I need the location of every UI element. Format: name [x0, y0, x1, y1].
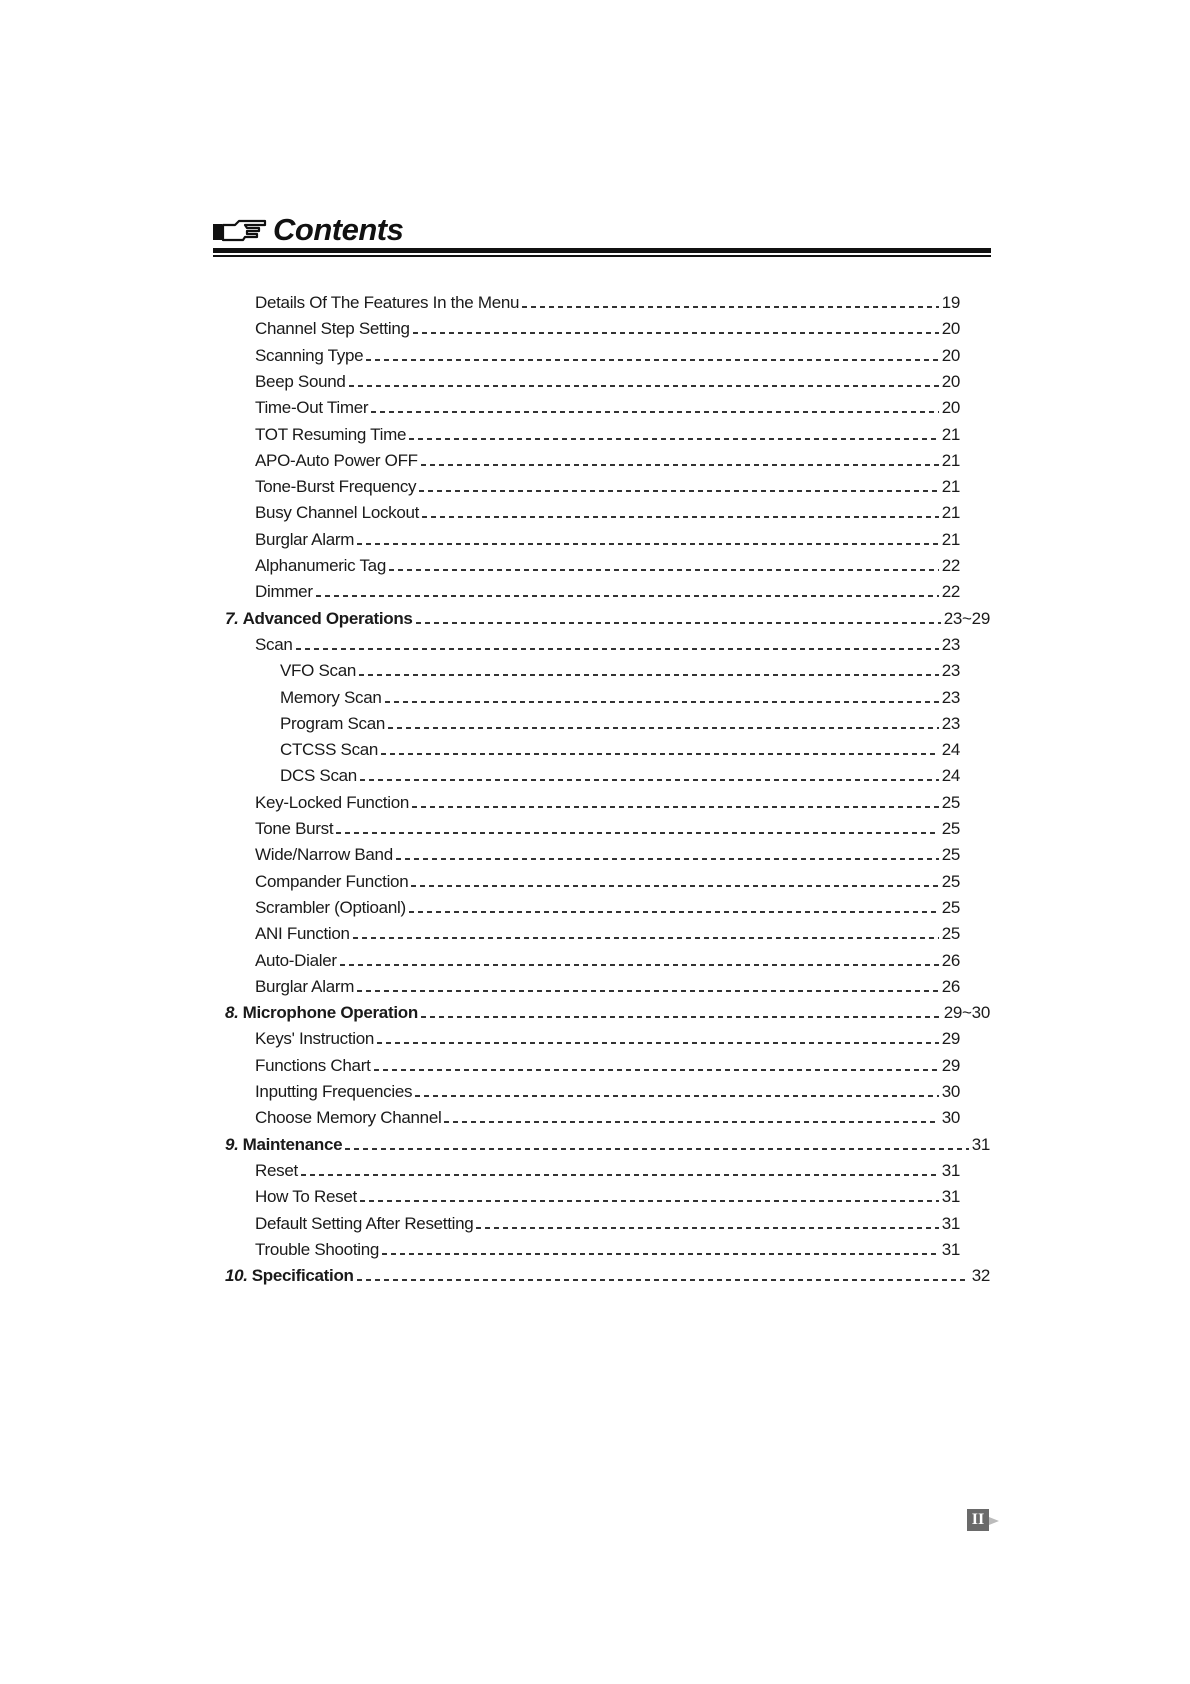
toc-entry-label [255, 581, 313, 603]
toc-page-number: 25 [941, 845, 960, 864]
toc-page-number: 22 [941, 582, 960, 601]
toc-entry-row[interactable] [255, 814, 960, 840]
toc-entry-label [255, 1055, 371, 1077]
toc-chapter-row[interactable] [225, 1261, 990, 1287]
toc-entry-row[interactable] [255, 867, 960, 893]
toc-page-number: 31 [971, 1135, 990, 1154]
toc-dot-leader [476, 1227, 938, 1229]
toc-entry-text: Tone-Burst Frequency [255, 477, 417, 496]
toc-dot-leader [409, 911, 939, 913]
toc-dot-leader [377, 1042, 939, 1044]
toc-dot-leader [396, 858, 939, 860]
toc-entry-row[interactable] [280, 735, 960, 761]
toc-entry-row[interactable] [255, 1209, 960, 1235]
toc-entry-label [255, 345, 363, 367]
toc-entry-text: Tone Burst [255, 819, 334, 838]
toc-dot-leader [411, 885, 938, 887]
toc-dot-leader [366, 359, 938, 361]
toc-entry-row[interactable] [255, 472, 960, 498]
toc-page-number: 20 [941, 398, 960, 417]
toc-entry-row[interactable] [255, 288, 960, 314]
toc-entry-text: Burglar Alarm [255, 977, 355, 996]
toc-entry-row[interactable] [255, 498, 960, 524]
toc-page-number: 23 [941, 635, 960, 654]
toc-dot-leader [301, 1174, 939, 1176]
toc-entry-text: Inputting Frequencies [255, 1082, 413, 1101]
toc-dot-leader [345, 1148, 968, 1150]
toc-entry-text: Default Setting After Resetting [255, 1214, 474, 1233]
toc-entry-label [255, 1081, 412, 1103]
toc-entry-label [255, 1107, 441, 1129]
toc-page-number: 26 [941, 951, 960, 970]
pointing-hand-icon [213, 216, 269, 244]
toc-entry-row[interactable] [255, 946, 960, 972]
toc-dot-leader [353, 937, 939, 939]
toc-entry-text: Channel Step Setting [255, 319, 410, 338]
toc-dot-leader [522, 306, 939, 308]
toc-entry-label [255, 424, 406, 446]
toc-entry-row[interactable] [255, 314, 960, 340]
toc-dot-leader [360, 1200, 939, 1202]
toc-entry-label [225, 608, 413, 630]
toc-page-number: 25 [941, 793, 960, 812]
toc-page-number: 30 [941, 1082, 960, 1101]
toc-page-number: 32 [971, 1266, 990, 1285]
toc-entry-label [255, 1160, 298, 1182]
toc-entry-row[interactable] [255, 367, 960, 393]
toc-entry-row[interactable] [255, 788, 960, 814]
toc-page-number: 25 [941, 924, 960, 943]
toc-entry-label [255, 976, 354, 998]
toc-page-number: 25 [941, 819, 960, 838]
toc-entry-label [255, 397, 368, 419]
toc-entry-text: Trouble Shooting [255, 1240, 380, 1259]
toc-entry-label [255, 950, 337, 972]
toc-page-number: 20 [941, 346, 960, 365]
toc-entry-row[interactable] [255, 972, 960, 998]
toc-entry-label [255, 371, 346, 393]
toc-entry-label [255, 1239, 379, 1261]
toc-entry-label [225, 1134, 342, 1156]
toc-page-number: 31 [941, 1240, 960, 1259]
toc-page-number: 21 [941, 477, 960, 496]
toc-dot-leader [409, 438, 939, 440]
toc-dot-leader [349, 385, 939, 387]
toc-chapter-row[interactable] [225, 604, 990, 630]
toc-entry-row[interactable] [255, 420, 960, 446]
toc-entry-text: Keys' Instruction [255, 1029, 375, 1048]
toc-dot-leader [296, 648, 939, 650]
toc-entry-label [255, 1186, 357, 1208]
toc-entry-text: How To Reset [255, 1187, 357, 1206]
toc-dot-leader [357, 543, 939, 545]
toc-dot-leader [388, 727, 939, 729]
toc-entry-row[interactable] [255, 893, 960, 919]
toc-entry-label [225, 1265, 354, 1287]
toc-entry-label [255, 450, 418, 472]
toc-entry-label [255, 555, 386, 577]
toc-entry-label [280, 660, 356, 682]
toc-page-number: 22 [941, 556, 960, 575]
toc-entry-text: Dimmer [255, 582, 313, 601]
toc-entry-text: VFO Scan [280, 661, 357, 680]
toc-page-number: 21 [941, 451, 960, 470]
toc-dot-leader [381, 753, 939, 755]
toc-dot-leader [336, 832, 938, 834]
toc-dot-leader [371, 411, 938, 413]
toc-dot-leader [415, 1095, 938, 1097]
toc-entry-row[interactable] [255, 1182, 960, 1208]
toc-entry-text: Details Of The Features In the Menu [255, 293, 520, 312]
toc-dot-leader [389, 569, 939, 571]
toc-entry-label [255, 792, 409, 814]
toc-dot-leader [359, 674, 939, 676]
toc-page-number: 21 [941, 425, 960, 444]
toc-entry-label [255, 844, 393, 866]
toc-page-number: 31 [941, 1214, 960, 1233]
toc-entry-text: Microphone Operation [242, 1003, 418, 1022]
toc-entry-row[interactable] [280, 761, 960, 787]
toc-entry-text: Memory Scan [280, 688, 382, 707]
toc-dot-leader [374, 1069, 939, 1071]
toc-chapter-number: 8. [225, 1003, 239, 1022]
toc-page-number: 23 [941, 688, 960, 707]
toc-dot-leader [421, 1016, 941, 1018]
toc-entry-row[interactable] [255, 1156, 960, 1182]
toc-entry-label [280, 765, 357, 787]
toc-entry-label [255, 476, 416, 498]
toc-page-number: 21 [941, 530, 960, 549]
toc-entry-label [255, 502, 419, 524]
toc-dot-leader [413, 332, 939, 334]
toc-entry-label [255, 818, 333, 840]
toc-entry-text: Scrambler (Optioanl) [255, 898, 406, 917]
toc-entry-row[interactable] [255, 577, 960, 603]
toc-entry-text: Functions Chart [255, 1056, 371, 1075]
toc-entry-row[interactable] [255, 341, 960, 367]
toc-dot-leader [382, 1253, 939, 1255]
toc-chapter-number: 10. [225, 1266, 248, 1285]
toc-entry-row[interactable] [280, 656, 960, 682]
toc-chapter-row[interactable] [225, 1130, 990, 1156]
toc-entry-text: Busy Channel Lockout [255, 503, 420, 522]
toc-dot-leader [340, 964, 939, 966]
toc-page-number: 29~30 [943, 1003, 990, 1022]
toc-entry-row[interactable] [255, 1235, 960, 1261]
toc-entry-row[interactable] [255, 1024, 960, 1050]
toc-dot-leader [360, 779, 939, 781]
toc-dot-leader [444, 1121, 938, 1123]
contents-header [213, 210, 991, 258]
toc-entry-label [225, 1002, 418, 1024]
toc-entry-row[interactable] [255, 1051, 960, 1077]
toc-page-number: 29 [941, 1029, 960, 1048]
page-number: II [967, 1509, 989, 1531]
toc-dot-leader [385, 701, 939, 703]
toc-entry-label [255, 1028, 374, 1050]
page-number-marker [967, 1509, 1007, 1533]
toc-entry-text: Specification [251, 1266, 354, 1285]
toc-entry-label [255, 318, 410, 340]
toc-chapter-number: 9. [225, 1135, 239, 1154]
toc-page-number: 19 [941, 293, 960, 312]
toc-page-number: 29 [941, 1056, 960, 1075]
toc-entry-text: Scanning Type [255, 346, 364, 365]
toc-page-number: 23 [941, 661, 960, 680]
toc-entry-row[interactable] [280, 683, 960, 709]
toc-entry-label [255, 871, 408, 893]
toc-entry-text: APO-Auto Power OFF [255, 451, 418, 470]
header-rule-thick [213, 248, 991, 253]
toc-entry-label [255, 292, 519, 314]
toc-entry-label [280, 713, 385, 735]
toc-dot-leader [422, 516, 939, 518]
toc-entry-row[interactable] [255, 393, 960, 419]
toc-chapter-number: 7. [225, 609, 239, 628]
toc-entry-row[interactable] [255, 919, 960, 945]
toc-chapter-row[interactable] [225, 998, 990, 1024]
toc-entry-row[interactable] [255, 630, 960, 656]
toc-entry-row[interactable] [255, 1077, 960, 1103]
toc-entry-row[interactable] [255, 840, 960, 866]
toc-entry-label [280, 739, 378, 761]
toc-dot-leader [357, 1279, 969, 1281]
toc-entry-text: TOT Resuming Time [255, 425, 407, 444]
toc-entry-text: Time-Out Timer [255, 398, 369, 417]
toc-page-number: 31 [941, 1187, 960, 1206]
toc-entry-text: Compander Function [255, 872, 409, 891]
header-rule-thin [213, 255, 991, 257]
toc-page-number: 26 [941, 977, 960, 996]
toc-page-number: 30 [941, 1108, 960, 1127]
toc-page-number: 21 [941, 503, 960, 522]
toc-entry-row[interactable] [280, 709, 960, 735]
toc-page-number: 20 [941, 319, 960, 338]
toc-entry-row[interactable] [255, 551, 960, 577]
page-title: Contents [273, 212, 404, 247]
toc-entry-text: Auto-Dialer [255, 951, 337, 970]
toc-page-number: 24 [941, 740, 960, 759]
toc-entry-label [255, 923, 350, 945]
toc-page-number: 25 [941, 872, 960, 891]
toc-dot-leader [316, 595, 939, 597]
toc-entry-label [255, 634, 293, 656]
toc-entry-text: Choose Memory Channel [255, 1108, 442, 1127]
toc-entry-text: Program Scan [280, 714, 386, 733]
toc-entry-row[interactable] [255, 446, 960, 472]
toc-entry-label [255, 897, 406, 919]
toc-page-number: 25 [941, 898, 960, 917]
toc-dot-leader [419, 490, 938, 492]
toc-entry-text: Beep Sound [255, 372, 346, 391]
toc-entry-label [280, 687, 382, 709]
toc-entry-text: Maintenance [242, 1135, 343, 1154]
toc-entry-text: CTCSS Scan [280, 740, 379, 759]
toc-entry-text: Reset [255, 1161, 298, 1180]
toc-page-number: 24 [941, 766, 960, 785]
toc-entry-text: Burglar Alarm [255, 530, 355, 549]
toc-dot-leader [416, 622, 941, 624]
toc-entry-row[interactable] [255, 525, 960, 551]
toc-page-number: 23~29 [943, 609, 990, 628]
toc-entry-label [255, 529, 354, 551]
toc-entry-text: DCS Scan [280, 766, 357, 785]
page-marker-arrow [989, 1517, 999, 1525]
toc-entry-text: Key-Locked Function [255, 793, 409, 812]
toc-dot-leader [357, 990, 939, 992]
toc-entry-text: Advanced Operations [242, 609, 413, 628]
toc-dot-leader [421, 464, 939, 466]
toc-entry-text: Alphanumeric Tag [255, 556, 386, 575]
toc-page-number: 31 [941, 1161, 960, 1180]
toc-entry-text: Wide/Narrow Band [255, 845, 393, 864]
toc-page-number: 20 [941, 372, 960, 391]
toc-entry-row[interactable] [255, 1103, 960, 1129]
toc-entry-text: Scan [255, 635, 293, 654]
toc-entry-text: ANI Function [255, 924, 350, 943]
toc-page-number: 23 [941, 714, 960, 733]
toc-entry-label [255, 1213, 473, 1235]
toc-dot-leader [412, 806, 939, 808]
